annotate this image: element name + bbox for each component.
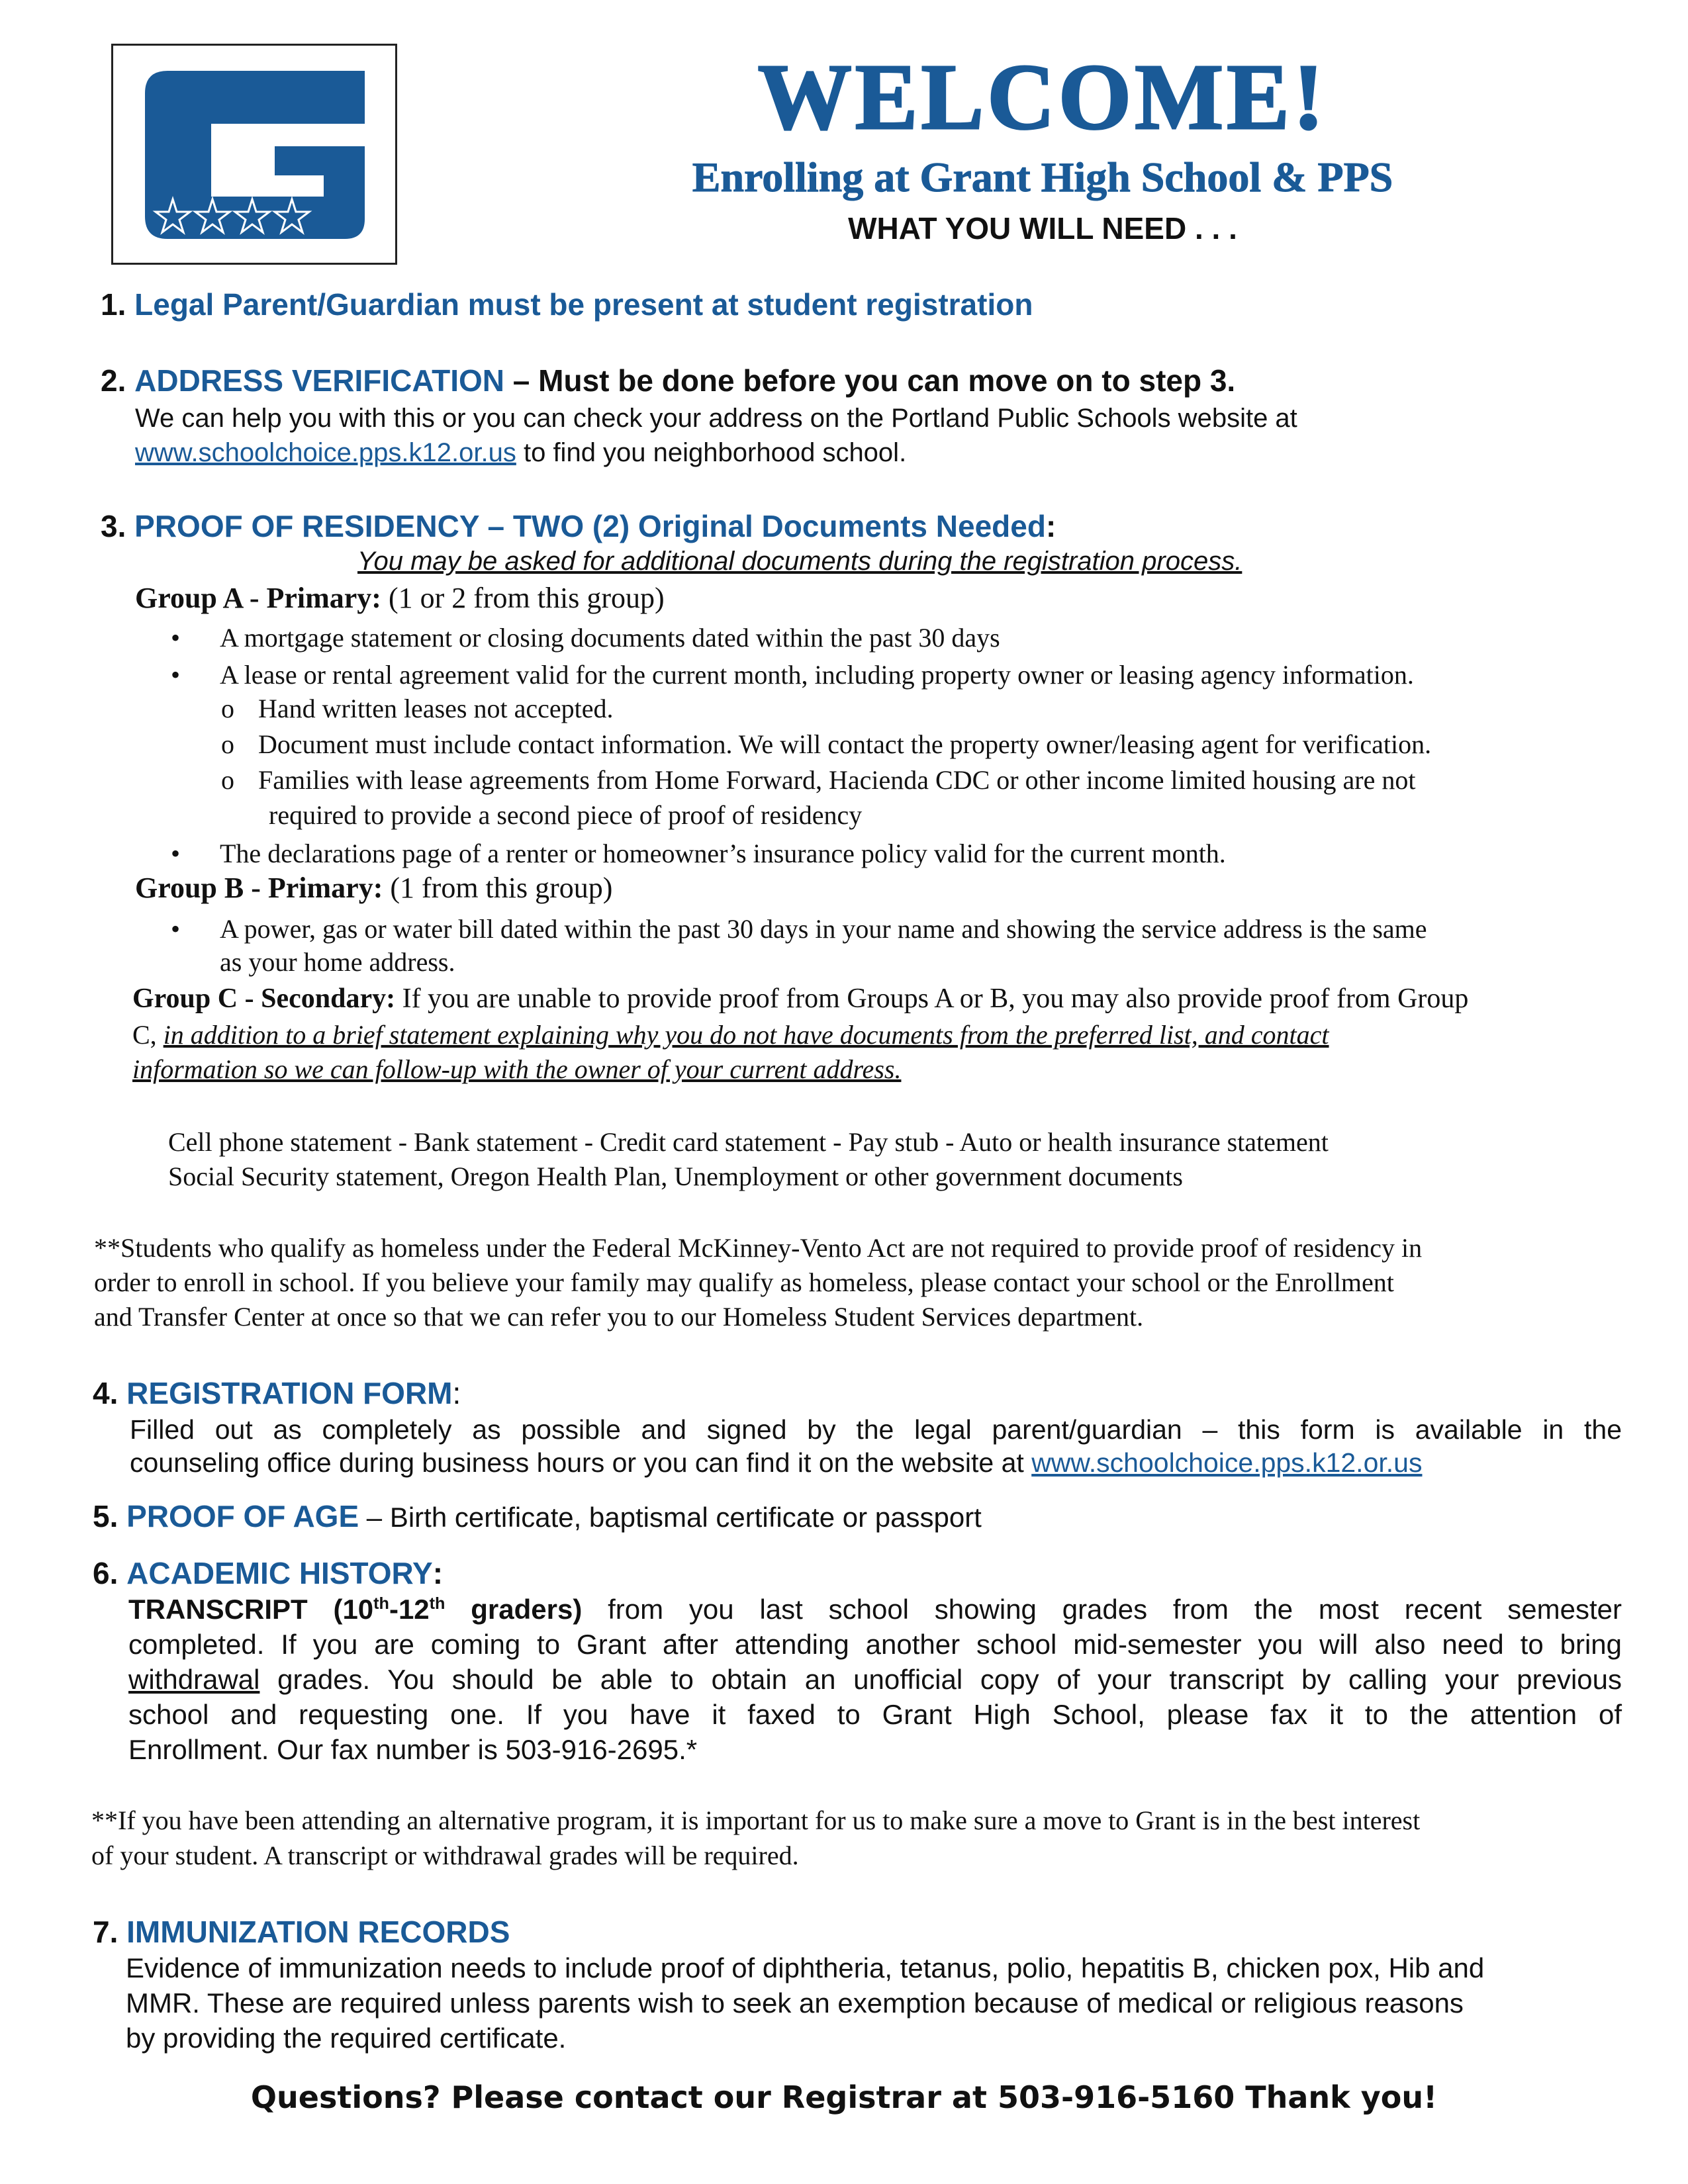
page-tagline: WHAT YOU WILL NEED . . . bbox=[848, 211, 1237, 246]
item-2-line-2-rest: to find you neighborhood school. bbox=[516, 438, 907, 467]
immunization-heading: IMMUNIZATION RECORDS bbox=[126, 1915, 510, 1949]
school-logo bbox=[111, 44, 397, 265]
item-6-heading-line bbox=[93, 1555, 443, 1591]
item-6-line-2: completed. If you are coming to Grant after attending another school mid-semester you will also need to bring bbox=[128, 1629, 1622, 1660]
group-a-sub-3-line-1: Families with lease agreements from Home Forward, Hacienda CDC or other income limited housing are not bbox=[258, 765, 1416, 795]
group-a-bullet-2: A lease or rental agreement valid for the current month, including property owner or leasing agency information. bbox=[220, 660, 1414, 690]
alt-program-note-line-1: **If you have been attending an alternative program, it is important for us to make sure a move to Grant is in the best interest bbox=[91, 1805, 1421, 1835]
registration-form-heading: REGISTRATION FORM bbox=[126, 1376, 453, 1410]
item-5 bbox=[93, 1498, 982, 1534]
item-6-line-1-rest: from you last school showing grades from the most recent semester bbox=[582, 1594, 1622, 1625]
item-number: 4. bbox=[93, 1376, 118, 1410]
heading-colon: : bbox=[452, 1376, 461, 1410]
item-6-line-3-rest: grades. You should be able to obtain an unofficial copy of your transcript by calling your previous bbox=[259, 1664, 1622, 1695]
secondary-docs-line-1: Cell phone statement - Bank statement - Credit card statement - Pay stub - Auto or health insurance statement bbox=[168, 1127, 1329, 1157]
page-title: WELCOME! bbox=[757, 44, 1328, 149]
item-number: 5. bbox=[93, 1499, 118, 1533]
group-c-line-1 bbox=[132, 983, 1468, 1015]
item-7-heading-line bbox=[93, 1914, 510, 1950]
item-4-line-2-text: counseling office during business hours or you can find it on the website at bbox=[130, 1447, 1032, 1478]
item-number: 7. bbox=[93, 1915, 118, 1949]
group-a-bullet-1: A mortgage statement or closing documents dated within the past 30 days bbox=[220, 623, 1000, 653]
item-6-line-4: school and requesting one. If you have it faxed to Grant High School, please fax it to the attention of bbox=[128, 1699, 1622, 1730]
group-b-heading bbox=[135, 871, 612, 905]
heading-colon: : bbox=[1045, 509, 1056, 543]
circle-bullet-icon: o bbox=[221, 694, 234, 723]
schoolchoice-link[interactable]: www.schoolchoice.pps.k12.or.us bbox=[135, 438, 516, 467]
bullet-icon: • bbox=[171, 839, 181, 868]
group-b-rest: (1 from this group) bbox=[383, 872, 613, 904]
group-a-heading bbox=[135, 581, 665, 615]
item-2-heading-line bbox=[101, 363, 1235, 398]
item-number: 3. bbox=[101, 509, 126, 543]
item-number: 2. bbox=[101, 363, 126, 398]
group-c-line-2 bbox=[132, 1019, 1329, 1050]
item-2-line-1: We can help you with this or you can check your address on the Portland Public Schools website at bbox=[135, 404, 1297, 433]
group-b-label: Group B - Primary: bbox=[135, 872, 383, 904]
item-2-line-2 bbox=[135, 438, 906, 468]
group-a-sub-2: Document must include contact information. We will contact the property owner/leasing agent for verification. bbox=[258, 729, 1432, 759]
item-number: 1. bbox=[101, 287, 126, 322]
proof-of-age-heading: PROOF OF AGE bbox=[126, 1499, 359, 1533]
item-1 bbox=[101, 287, 1033, 322]
registrar-contact: Questions? Please contact our Registrar at 503-916-5160 Thank you! bbox=[250, 2079, 1438, 2115]
address-verification-heading: ADDRESS VERIFICATION bbox=[134, 363, 505, 398]
group-c-label: Group C - Secondary: bbox=[132, 983, 396, 1014]
group-c-line-2-start: C, bbox=[132, 1020, 164, 1050]
item-6-line-5: Enrollment. Our fax number is 503-916-2695.* bbox=[128, 1734, 698, 1765]
academic-history-heading: ACADEMIC HISTORY bbox=[126, 1556, 433, 1590]
homeless-note-line-1: **Students who qualify as homeless under the Federal McKinney-Vento Act are not required to provide proof of residency in bbox=[94, 1233, 1423, 1263]
proof-of-residency-heading: PROOF OF RESIDENCY – TWO (2) Original Documents Needed bbox=[134, 509, 1046, 543]
item-6-line-1 bbox=[128, 1594, 1622, 1625]
ordinal-suffix: th bbox=[373, 1594, 389, 1613]
schoolchoice-link[interactable]: www.schoolchoice.pps.k12.or.us bbox=[1031, 1447, 1423, 1478]
item-4-heading-line bbox=[93, 1375, 461, 1411]
item-7-line-2: MMR. These are required unless parents wish to seek an exemption because of medical or religious reasons bbox=[126, 1987, 1464, 2019]
grant-g-logo-icon bbox=[113, 46, 395, 263]
bullet-icon: • bbox=[171, 660, 181, 690]
bullet-icon: • bbox=[171, 914, 181, 944]
transcript-label: TRANSCRIPT (10 bbox=[128, 1594, 374, 1625]
heading-colon: : bbox=[432, 1556, 444, 1590]
group-c-line-3 bbox=[132, 1054, 901, 1085]
bullet-icon: • bbox=[171, 623, 181, 653]
transcript-graders: graders) bbox=[445, 1594, 583, 1625]
group-b-bullet-1-line-1: A power, gas or water bill dated within the past 30 days in your name and showing the service address is the same bbox=[220, 914, 1427, 944]
group-c-line-3-emphasis: information so we can follow-up with the owner of your current address. bbox=[132, 1054, 902, 1084]
item-4-line-1: Filled out as completely as possible and signed by the legal parent/guardian – this form is available in the bbox=[130, 1414, 1622, 1445]
group-b-bullet-1-line-2: as your home address. bbox=[220, 947, 455, 977]
item-6-line-3 bbox=[128, 1664, 1622, 1696]
residency-note: You may be asked for additional documents during the registration process. bbox=[357, 547, 1243, 576]
circle-bullet-icon: o bbox=[221, 765, 234, 795]
item-7-line-1: Evidence of immunization needs to include proof of diphtheria, tetanus, polio, hepatitis B, chicken pox, Hib and bbox=[126, 1952, 1485, 1983]
page-subtitle: Enrolling at Grant High School & PPS bbox=[692, 154, 1393, 201]
homeless-note-line-3: and Transfer Center at once so that we can refer you to our Homeless Student Services department. bbox=[94, 1302, 1144, 1332]
circle-bullet-icon: o bbox=[221, 729, 234, 759]
proof-of-age-text: – Birth certificate, baptismal certificate or passport bbox=[359, 1502, 982, 1533]
group-a-sub-1: Hand written leases not accepted. bbox=[258, 694, 614, 723]
item-4-line-2 bbox=[130, 1447, 1422, 1479]
item-1-text: Legal Parent/Guardian must be present at student registration bbox=[134, 287, 1033, 322]
transcript-range: -12 bbox=[389, 1594, 430, 1625]
alt-program-note-line-2: of your student. A transcript or withdrawal grades will be required. bbox=[91, 1841, 799, 1870]
group-a-rest: (1 or 2 from this group) bbox=[381, 582, 665, 614]
homeless-note-line-2: order to enroll in school. If you believe your family may qualify as homeless, please contact your school or the Enrollment bbox=[94, 1267, 1394, 1297]
group-a-label: Group A - Primary: bbox=[135, 582, 381, 614]
group-a-sub-3-line-2: required to provide a second piece of proof of residency bbox=[269, 800, 863, 830]
withdrawal-word: withdrawal bbox=[128, 1664, 260, 1695]
secondary-docs-line-2: Social Security statement, Oregon Health Plan, Unemployment or other government documents bbox=[168, 1161, 1183, 1191]
item-7-line-3: by providing the required certificate. bbox=[126, 2023, 567, 2054]
group-a-bullet-3: The declarations page of a renter or homeowner’s insurance policy valid for the current month. bbox=[220, 839, 1226, 868]
item-3-heading-line bbox=[101, 508, 1056, 544]
group-c-line-1-rest: If you are unable to provide proof from Groups A or B, you may also provide proof from Group bbox=[395, 983, 1469, 1014]
heading-dash: – bbox=[504, 363, 539, 398]
address-verification-note: Must be done before you can move on to step 3. bbox=[538, 363, 1236, 398]
item-number: 6. bbox=[93, 1556, 118, 1590]
group-c-line-2-emphasis: in addition to a brief statement explaining why you do not have documents from the preferred list, and contact bbox=[163, 1020, 1329, 1050]
ordinal-suffix: th bbox=[429, 1594, 445, 1613]
